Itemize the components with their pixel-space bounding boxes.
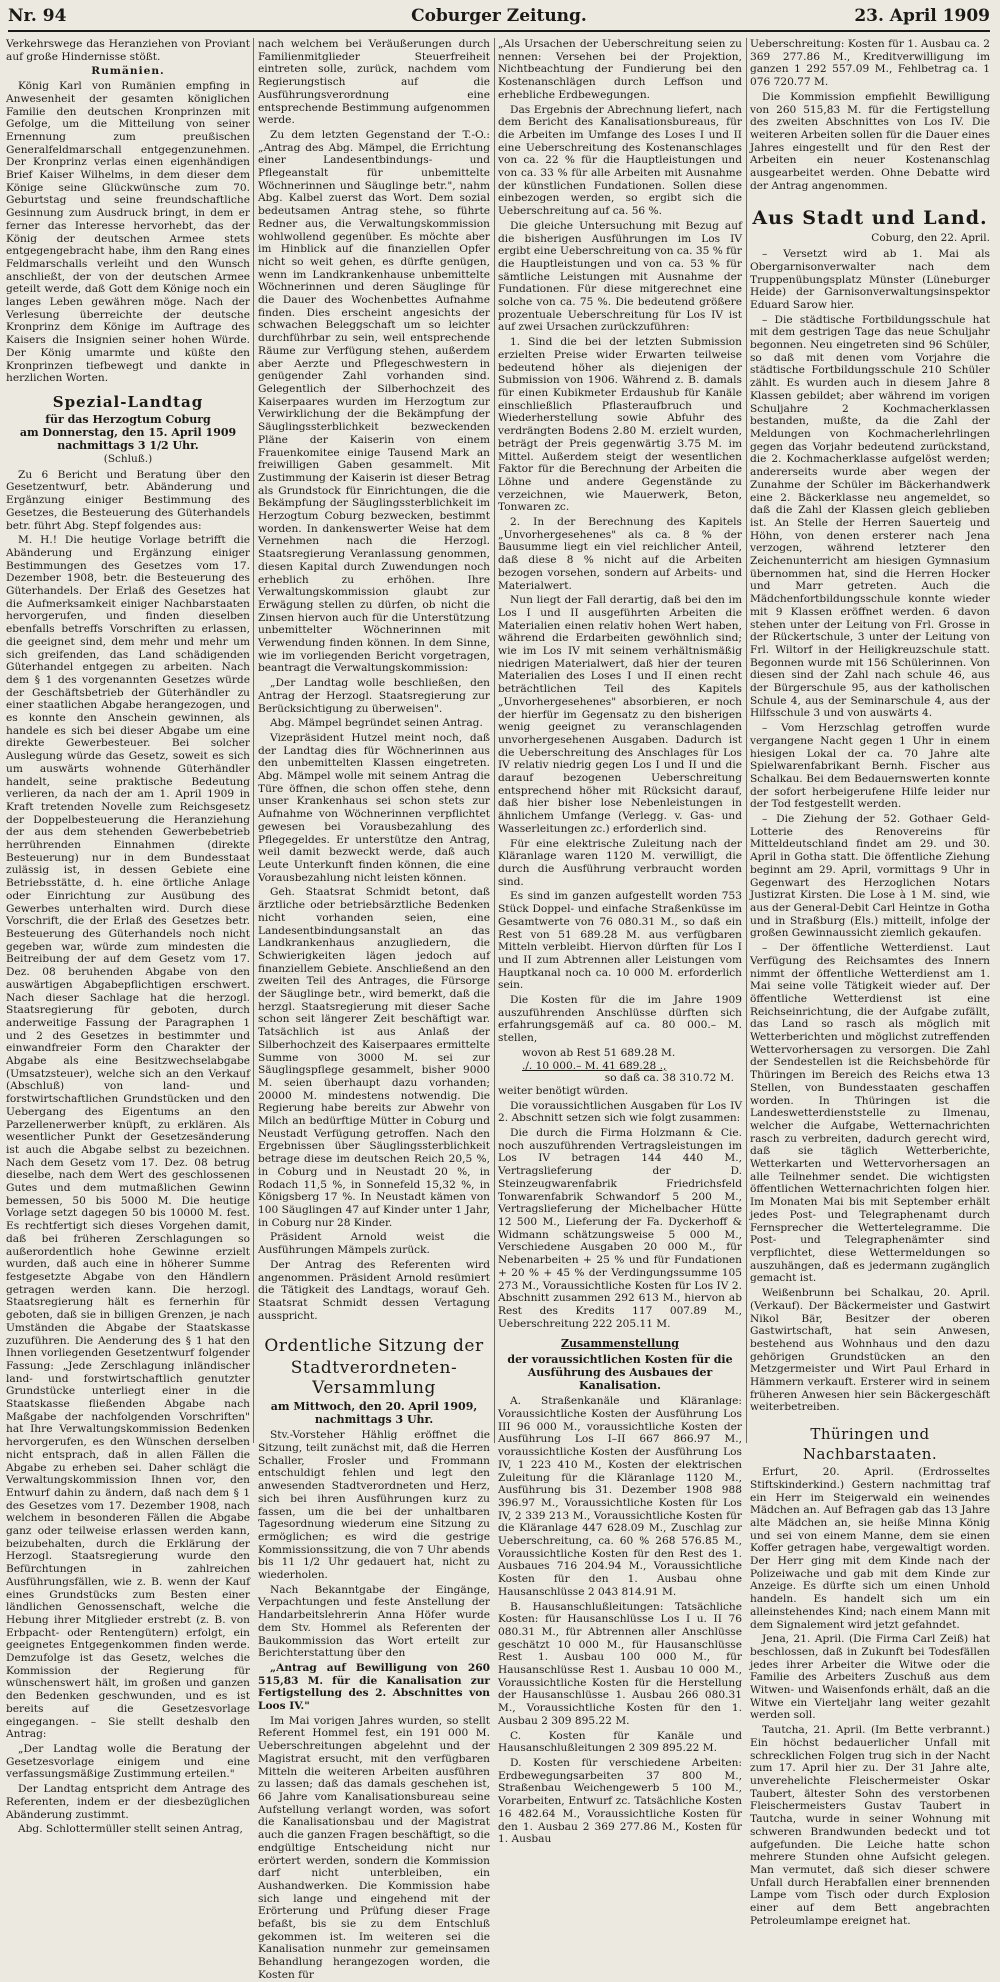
newspaper-title: Coburger Zeitung. xyxy=(411,6,587,26)
paragraph: Der Antrag des Referenten wird angenommen. Präsident Arnold resümiert die Tätigkeit des Landtags, worauf Geh. Staatsrat Schmidt dessen Vertagung ausspricht. xyxy=(258,1258,490,1322)
paragraph: C. Kosten für Kanäle und Hausanschlußleitungen 2 309 895.22 M. xyxy=(498,1729,742,1755)
paragraph: Stv.-Vorsteher Hählig eröffnet die Sitzung, teilt zunächst mit, daß die Herren Schaller, Frosler und Frommann entschuldigt fehlen und legt den anwesenden Stadtverordneten und Herz, sich bei ihren Ausführungen kurz zu fassen, um die bei der unhaltbaren Tagesordnung wiederum eine Sitzung zu ermöglichen; es wird die gestrige Kommissionssitzung, die von 7 Uhr abends bis 11 1/2 Uhr gedauert hat, nicht zu wiederholen. xyxy=(258,1429,490,1582)
paragraph: Präsident Arnold weist die Ausführungen Mämpels zurück. xyxy=(258,1231,490,1257)
paragraph: B. Hausanschlußleitungen: Tatsächliche Kosten: für Hausanschlüsse Los I u. II 76 080.31 M., für Abtrennen aller Anschlüsse geschätzt 10 000 M., für Hausanschlüsse Rest 1. Ausbau 100 000 M., für Hausanschlüsse Rest 1. Ausbau 10 000 M., Voraussichtliche Kosten für die Herstellung der Hausanschlüsse 1. Ausbau 266 080.31 M., Voraussichtliche Kosten für den 1. Ausbau 2 309 895.22 M. xyxy=(498,1600,742,1727)
paragraph: Nach Bekanntgabe der Eingänge, Verpachtungen und feste Anstellung der Handarbeitslehrerin Anna Höfer wurde dem Stv. Hommel als Referenten der Baukommission das Wort erteilt zur Berichterstattung über den xyxy=(258,1583,490,1660)
paragraph: Erfurt, 20. April. (Erdrosseltes Stiftskinderkind.) Gestern nachmittag traf ein Herr im Steigerwald ein weinendes Mädchen an. Auf Befragen gab das 13 Jahre alte Mädchen an, sie heiße Minna König und sei von einem Manne, dem sie einen Koffer getragen habe, vergewaltigt worden. Der Herr ging mit dem Kinde nach der Polizeiwache und gab mit dem Kinde zur Anzeige. Es dürfte sich um einen Unhold handeln. Es handelt sich um ein alleinstehendes Kind; nach einem Mann mit dem Signalement wird jetzt gefahndet. xyxy=(750,1466,990,1631)
column-1 xyxy=(6,38,250,1836)
paragraph: Die voraussichtlichen Ausgaben für Los IV 2. Abschnitt setzen sich wie folgt zusammen: xyxy=(498,1099,742,1125)
paragraph: nach welchem bei Veräußerungen durch Familienmitglieder Steuerfreiheit eintreten solle, zurück, nachdem vom Regierungstisch auf die Ausführungsverordnung eine entsprechende Bestimmung aufgenommen werde. xyxy=(258,38,490,127)
masthead xyxy=(8,6,990,28)
paragraph: 2. In der Berechnung des Kapitels „Unvorhergesehenes" als ca. 8 % der Bausumme liegt ein viel reichlicher Anteil, daß diese 8 % nicht auf die Arbeiten bezogen vorsehen, sondern auf Arbeits- und Materialwert. xyxy=(498,516,742,592)
section-dateline: am Donnerstag, den 15. April 1909 nachmittags 3 1/2 Uhr. xyxy=(19,425,237,452)
paragraph: Nun liegt der Fall derartig, daß bei den im Los I und II ausgeführten Arbeiten die Materialien einen relativ hohen Wert haben, während die Erdarbeiten gewöhnlich sind; wie im Los IV mit seinem verhältnismäßig niedrigen Materialwert, daß hier der teuren Materialien des Loses I und II einen recht beträchtlichen Teil des Kapitels „Unvorhergesehenes" absorbieren, er noch der hierfür im Gegensatz zu den bisherigen wenig geeignet zu veranschlagenden unvorhergesehenen Ausgaben. Dadurch ist die Ueberschreitung des Anschlages für Los IV relativ niedrig gegen Los I und II und die darauf bezogenen Ueberschreitung entsprechend höher mit Rücksicht darauf, daß hier bisher lose Nebenleistungen in ähnlichem Umfange (Verlegg. v. Gas- und Wasserleitungen zc.) erforderlich sind. xyxy=(498,594,742,835)
paragraph: Vizepräsident Hutzel meint noch, daß der Landtag dies für Wöchnerinnen aus den unbemittelten Klassen eingetreten. Abg. Mämpel wolle mit seinem Antrag die Türe öffnen, die schon offen stehe, denn unser Krankenhaus sei schon stets zur Aufnahme von Wöchnerinnen verpflichtet gewesen bei Vorausbezahlung des Pflegegeldes. Er unterstütze den Antrag, weil damit bezweckt werde, daß auch Leute Unterkunft finden können, die eine Vorausbezahlung nicht leisten können. xyxy=(258,731,490,884)
paragraph: Zu dem letzten Gegenstand der T.-O.: „Antrag des Abg. Mämpel, die Errichtung einer Landesentbindungs- und Pflegeanstalt für unbemittelte Wöchnerinnen und Säuglinge betr.", nahm Abg. Kalbel zuerst das Wort. Dem sozial bedeutsamen Antrag stehe, so führte Redner aus, die Verwaltungskommission wohlwollend gegenüber. Es möchte aber im Hinblick auf die finanziellen Opfer nicht so weit gehen, es dürfte genügen, wenn im Landkrankenhause unbemittelte Wöchnerinnen und deren Säuglinge für die Dauer des Wochenbettes Aufnahme finden. Dies erscheint angesichts der schwachen Beleggschaft um so leichter durchführbar zu sein, weil entsprechende Räume zur Verfügung stehen, außerdem aber Aerzte und Pflegeschwestern in genügender Zahl vorhanden sind. Gelegentlich der Silberhochzeit des Kaiserpaares wurden im Herzogtum zur Verwirklichung der die Bekämpfung der Säuglingssterblichkeit bezweckenden Pläne der Kaiserin von einem Frauenkomitee einige Tausend Mark an freiwilligen Gaben gesammelt. Mit Zustimmung der Kaiserin ist dieser Betrag als Grundstock für Einrichtungen, die die Bekämpfung der Säuglingssterblichkeit im Herzogtum Coburg bezwecken, bestimmt worden. In dankenswerter Weise hat dem Vernehmen nach die Herzogl. Staatsregierung Veranlassung genommen, diesen Kapital durch Zuwendungen noch erheblich zu erhöhen. Ihre Verwaltungskommission glaubt zur Erwägung stellen zu dürfen, ob nicht die Zinsen hiervon auch für die Unterstützung unbemittelter Wöchnerinnen mit Verwendung finden können. In dem Sinne, wie im vorliegenden Bericht vorgetragen, beantragt die Verwaltungskommission: xyxy=(258,128,490,675)
paragraph: „Antrag auf Bewilligung von 260 515,83 M. für die Kanalisation zur Fertigstellung des 2. Abschnittes von Loos IV." xyxy=(258,1661,490,1713)
paragraph: – Der öffentliche Wetterdienst. Laut Verfügung des Reichsamtes des Innern nimmt der öffentliche Wetterdienst am 1. Mai seine volle Tätigkeit wieder auf. Der öffentliche Wetterdienst ist eine Reichseinrichtung, die der Aufgabe zufällt, das Land so rasch als möglich mit Wetterberichten und möglichst zutreffenden Wettervorhersagen zu versorgen. Die Zahl der Sendestellen ist die Reichsbehörde für Thüringen im Bereich des Reichs etwa 13 Stellen, von Bundesstaaten geschaffen worden. In Thüringen ist die Landeswetterdienststelle zu Ilmenau, welcher die Aufgabe, Wetternachrichten rasch zu verbreiten, dadurch gerecht wird, daß sie täglich Wetterberichte, Wetterkarten und Wettervorhersagen an alle Teilnehmer sendet. Die wichtigsten öffentlichen Wetternachrichten folgen hier. Im Monaten Mai bis mit September erhält jedes Post- und Telegraphenamt durch Fernsprecher die Wettertelegramme. Die Post- und Telegraphenämter sind verpflichtet, diese Wettermeldungen so auszuhängen, daß es jedermann zugänglich gemacht ist. xyxy=(750,942,990,1285)
section-heading-stadt-und-land: Aus Stadt und Land. xyxy=(752,207,988,230)
paragraph: Weißenbrunn bei Schalkau, 20. April. (Verkauf). Der Bäckermeister und Gastwirt Nikol Bär, Besitzer der oberen Gastwirtschaft, hat sein Anwesen, bestehend aus Wohnhaus und den dazu gehörigen Grundstücken an den Metzgermeister und Wirt Paul Erhard in Hämmern verkauft. Ersterer wird in seinem früheren Anwesen hier sein Bäckergeschäft weiterbetreiben. xyxy=(750,1287,990,1414)
paragraph: „Der Landtag wolle beschließen, den Antrag der Herzogl. Staatsregierung zur Berücksichtigung zu überweisen". xyxy=(258,677,490,715)
calc-line: wovon ab Rest 51 689.28 M. xyxy=(522,1046,676,1059)
paragraph: Im Mai vorigen Jahres wurden, so stellt Referent Hommel fest, ein 191 000 M. Ueberschreitungen abgelehnt und der Magistrat ersucht, mit den verfügbaren Mitteln die weiteren Arbeiten ausführen zu lassen; daß das damals geschehen ist, 66 Jahre vom Kanalisationsbureau seine Aufstellung verlangt worden, was sofort die Kanalisationsbau und der Magistrat auch die ganzen Fragen beschäftigt, so die endgültige Entscheidung nicht nur erörtert werden, sondern die Kommission darf nicht unterbleiben, ein Aushandwerken. Die Kommission habe sich lange und eingehend mit der Erörterung und Prüfung dieser Frage befaßt, bis sie zu dem Entschluß gekommen ist. Im weiteren sei die Kanalisation nunmehr zur gemeinsamen Behandlung herangezogen worden, die Kosten für xyxy=(258,1714,490,1981)
section-dateline: am Mittwoch, den 20. April 1909, nachmittags 3 Uhr. xyxy=(270,1400,478,1427)
column-2 xyxy=(258,38,490,1981)
column-divider xyxy=(253,38,254,1443)
paragraph: Abg. Mämpel begründet seinen Antrag. xyxy=(270,717,483,730)
section-heading-rumaenien: Rumänien. xyxy=(91,65,165,78)
paragraph: – Versetzt wird ab 1. Mai als Obergarnisonverwalter nach dem Truppenübungsplatz Münster (Lüneburger Heide) der Garnisonverwaltungsinspektor Eduard Sarow hier. xyxy=(750,248,990,311)
column-divider xyxy=(494,38,495,1443)
paragraph: Für eine elektrische Zuleitung nach der Kläranlage waren 1120 M. verwilligt, die durch die Ausführung verbraucht worden sind. xyxy=(498,837,742,888)
paragraph: Die Kosten für die im Jahre 1909 auszuführenden Anschlüsse dürften sich erfahrungsgemäß auf ca. 80 000.– M. stellen, xyxy=(498,994,742,1045)
section-heading-thueringen: Thüringen und Nachbarstaaten. xyxy=(802,1425,938,1464)
masthead-rule xyxy=(8,30,990,32)
paragraph: 1. Sind die bei der letzten Submission erzielten Preise wider Erwarten teilweise bedeutend höher als diejenigen der Submission von 1906. Während z. B. damals für einen Kubikmeter Erdaushub für Kanäle einschließlich Pflasteraufbruch und Wiederherstellung sowie Abfuhr des verdrängten Bodens 2.80 M. erzielt wurden, beträgt der Preis gegenwärtig 3.75 M. im Mittel. Außerdem steigt der wesentlichen Faktor für die Berechnung der Arbeiten die Löhne und andere Gegenstände zu verzeichnen, wie Mauerwerk, Beton, Tonwaren zc. xyxy=(498,336,742,514)
column-divider xyxy=(746,38,747,1443)
paragraph: Verkehrswege das Heranziehen von Proviant auf große Hindernisse stößt. xyxy=(6,38,250,63)
paragraph: Die gleiche Untersuchung mit Bezug auf die bisherigen Ausführungen im Los IV ergibt eine Ueberschreitung von ca. 35 % für die Hauptleistungen und von ca. 53 % für sämtliche Leistungen mit Ausnahme der Fundationen. Für diese mitgerechnet eine solche von ca. 75 %. Die bedeutend größere prozentuale Ueberschreitung für Los IV ist auf zwei Ursachen zurückzuführen: xyxy=(498,219,742,334)
paragraph: „Der Landtag wolle die Beratung der Gesetzesvorlage einigem und eine verfassungsmäßige Zustimmung erteilen." xyxy=(6,1743,250,1781)
section-subheading: für das Herzogtum Coburg xyxy=(45,412,211,426)
column-3 xyxy=(498,38,742,1846)
dateline: Coburg, den 22. April. xyxy=(871,232,990,245)
paragraph: M. H.! Die heutige Vorlage betrifft die Abänderung und Ergänzung einiger Bestimmungen des Gesetzes vom 17. Dezember 1908, betr. die Besteuerung des Güterhandels. Der Erlaß des Gesetzes hat die Aufmerksamkeit einiger Nachbarstaaten hervorgerufen, und finden dieselben ebenfalls betreffs Vorschriften zu erlassen, die geeignet sind, dem mehr und mehr um sich greifenden, das Land schädigenden Güterhandel entgegen zu arbeiten. Nach dem § 1 des vorgenannten Gesetzes würde der Geschäftsbetrieb der Güterhändler zu einer staatlichen Abgabe herangezogen, und es konnte den Anschein gewinnen, als handele es sich bei dieser Abgabe um eine direkte Gewerbesteuer. Bei solcher Auslegung würde das Gesetz, soweit es sich um auswärts wohnende Güterhändler handelt, seine praktische Bedeutung verlieren, da nach der am 1. April 1909 in Kraft tretenden Novelle zum Reichsgesetz der Doppelbesteuerung die Heranziehung der aus dem stehenden Gewerbebetrieb herrührenden Einnahmen (direkte Besteuerung) nur in dem Bundesstaat zulässig ist, in dessen Gebiete eine Betriebsstätte, d. h. eine örtliche Anlage oder Einrichtung zur Ausübung des Gewerbes unterhalten wird. Durch diese Vorschrift, die der Erlaß des Gesetzes betr. Besteuerung des Güterhandels noch nicht gegeben war, würde zum mindesten die Beitreibung der auf dem Gesetz vom 17. Dez. 08 beruhenden Abgabe von den auswärtigen Abgabepflichtigen erschwert. Nach dieser Sachlage hat die herzogl. Staatsregierung für geboten, durch anderweitige Fassung der Paragraphen 1 und 2 des Gesetzes in bestimmter und einwandfreier Form den Charakter der Abgabe als eine Besitzwechselabgabe (Umsatzsteuer), welche sich an den Verkauf (Abschluß) von land- und forstwirtschaftlichen Grundstücken und den Uebergang des Eigentums an den Parzellenerwerber knüpft, zu erklären. Als wesentlicher Punkt der Gesetzesänderung ist auch die Abgabe selbst zu bezeichnen. Nach dem Gesetz vom 17. Dez. 08 betrug dieselbe, nach dem Wert des geschlossenen Gutes und dem mutmaßlichen Gewinn bemessen, 50 bis 5000 M. Die heutige Vorlage setzt dagegen 50 bis 10000 M. fest. Es rechtfertigt sich dieses Vorgehen damit, daß bei früheren Zerschlagungen so außerordentlich hohe Gewinne erzielt wurden, daß auch eine in höherer Summe festgesetzte Abgabe von den Händlern getragen werden kann. Die herzogl. Staatsregierung hält es fernerhin für geboten, daß sie in billigen Grenzen, je nach Umständen die Abgabe der Staatskasse zuzuführen. Die Aenderung des § 1 hat den Ihnen vorliegenden Gesetzentwurf folgender Fassung: „Jede Zerschlagung inländischer land- und forstwirtschaftlich genutzter Grundstücke unterliegt einer in die Staatskasse fließenden Abgabe nach Maßgabe der nachfolgenden Vorschriften" hat Ihre Verwaltungskommission Bedenken hervorgerufen, es den Wünschen derselben nicht entsprach, daß in allen Fällen die Abgabe zu erheben sei. Daher schlägt die Verwaltungskommission Ihnen vor, den Entwurf dahin zu ändern, daß nach dem § 1 des Gesetzes vom 17. Dezember 1908, nach welchem in besonderen Fällen die Abgabe ganz oder teilweise erlassen werden kann, beizubehalten, durch die Erklärung der Herzogl. Staatsregierung wurde den Befürchtungen in zahlreichen Ausführungsfällen, wie z. B. wenn der Kauf eines Grundstücks zum Besten einer ländlichen Genossenschaft, welche die Hebung ihrer Mitglieder erstrebt (z. B. von Erbpacht- oder Rentengütern) erfolgt, ein geeignetes Entgegenkommen finden werde. Demzufolge ist das Gesetz, welches die Kommission der Regierung für wünschenswert hält, im großen und ganzen den Bedenken geschwunden, und es ist bereits auf die Gesetzesvorlage eingegangen. – Sie stellt deshalb den Antrag: xyxy=(6,534,250,1741)
issue-date: 23. April 1909 xyxy=(854,6,990,26)
paragraph: weiter benötigt würden. xyxy=(498,1084,629,1097)
paragraph: – Vom Herzschlag getroffen wurde vergangene Nacht gegen 1 Uhr in einem hiesigen Lokal der ca. 70 Jahre alte Spielwarenfabrikant Bernh. Fischer aus Schalkau. Bei dem Bedauernswerten konnte der sofort herbeigerufene Hilfe leider nur der Tod festgestellt werden. xyxy=(750,722,990,811)
paragraph: Der Landtag entspricht dem Antrage des Referenten, indem er der diesbezüglichen Abänderung zustimmt. xyxy=(6,1783,250,1821)
section-subheading: der voraussichtlichen Kosten für die Ausführung des Ausbaues der Kanalisation. xyxy=(507,1353,733,1393)
paragraph: Ueberschreitung: Kosten für 1. Ausbau ca. 2 369 277.86 M., Kreditverwilligung im ganzen 1 292 557.09 M., Fehlbetrag ca. 1 076 720.77 M. xyxy=(750,38,990,89)
paragraph: D. Kosten für verschiedene Arbeiten: Erdbewegungsarbeiten 37 800 M., Straßenbau Weichengewerb 5 100 M., Vorarbeiten, Entwurf zc. Tatsächliche Kosten 16 482.64 M., Voraussichtliche Kosten für den 1. Ausbau 2 369 277.86 M., Kosten für 1. Ausbau xyxy=(498,1757,742,1846)
paragraph: „Als Ursachen der Ueberschreitung seien zu nennen: Versehen bei der Projektion, Nichtbeachtung der Fundierung bei den Kostenanschlägen durch Leffson und erhebliche Erdbewegungen. xyxy=(498,38,742,101)
calc-line: so daß ca. 38 310.72 M. xyxy=(604,1072,734,1085)
paragraph: Es sind im ganzen aufgestellt worden 753 Stück Doppel- und einfache Straßenküsse im Gesamtwerte von 76 080.31 M., so daß ein Rest von 51 689.28 M. aus verfügbaren Mitteln verbleibt. Hiervon dürften für Los I und II zum Abtrennen aller Leistungen vom Hauptkanal noch ca. 10 000 M. erforderlich sein. xyxy=(498,890,742,992)
continuation-note: (Schluß.) xyxy=(103,452,153,465)
paragraph: Zu 6 Bericht und Beratung über den Gesetzentwurf, betr. Abänderung und Ergänzung einiger Bestimmung des Gesetzes, die Besteuerung des Güterhandels betr. führt Abg. Stepf folgendes aus: xyxy=(6,468,250,532)
paragraph: – Die städtische Fortbildungsschule hat mit dem gestrigen Tage das neue Schuljahr begonnen. Neu eingetreten sind 96 Schüler, so daß mit denen vom Vorjahre die städtische Fortbildungsschule 210 Schüler zählt. Es wurden auch in diesem Jahre 8 Klassen gebildet; aber während im vorigen Schuljahre 2 Kochmacherklassen bestanden, mußte, da die Zahl der Meldungen von Kochmacherlehrlingen gegen das Vorjahr bedeutend zurückstand, die 2. Kochmacherklasse aufgelöst werden; andererseits wurde aber wegen der Zunahme der Schüler im Bäckerhandwerk eine 2. Bäckerklasse neu angemeldet, so daß die Zahl der Klassen gleich geblieben ist. An Stelle der Herren Sauerteig und Höhn, von denen ersterer nach Jena verzogen, während letzterer den Zeichenunterricht am hiesigen Gymnasium übernommen hat, sind die Herren Hocker und Marr getreten. Auch die Mädchenfortbildungsschule konnte wieder mit 9 Klassen eröffnet werden. 6 davon stehen unter der Leitung von Frl. Grosse in der Rückertschule, 3 unter der Leitung von Frl. Wiltorf in der Heiligkreuzschule statt. Begonnen wurde mit 156 Schülerinnen. Von diesen sind der Zahl nach schule 46, aus der Bürgerschule 95, aus der katholischen Schule 4, aus der Seminarschule 4, aus der Hilfsschule 3 und von auswärts 4. xyxy=(750,313,990,720)
section-heading-stadtverordneten: Ordentliche Sitzung der xyxy=(264,1336,484,1357)
paragraph: König Karl von Rumänien empfing in Anwesenheit der gesamten königlichen Familie den deutschen Kronprinzen mit Gefolge, um die Mitteilung von seiner Ernennung zum preußischen Generalfeldmarschall entgegenzunehmen. Der Kronprinz verlas einen eigenhändigen Brief Kaiser Wilhelms, in dem dieser dem Könige seine Glückwünsche zum 70. Geburtstag und seine freundschaftliche Gesinnung zum Ausdruck bringt, in dem er ferner das Interesse hervorhebt, das der König der deutschen Armee stets entgegengebracht habe, ihm den Rang eines Feldmarschalls verleiht und den Wunsch anschließt, der von der deutschen Armee geteilt werde, daß Gott dem Könige noch ein langes Leben gewähren möge. Nach der Verlesung überreichte der deutsche Kronprinz dem Könige im Auftrage des Kaisers die Insignien seiner hohen Würde. Der König umarmte und küßte den Kronprinzen tiefbewegt und dankte in herzlichen Worten. xyxy=(6,80,250,385)
issue-number: Nr. 94 xyxy=(8,6,67,26)
paragraph: Die Kommission empfiehlt Bewilligung von 260 515,83 M. für die Fertigstellung des zweiten Abschnittes von Los IV. Die weiteren Arbeiten sollen für die Dauer eines Jahres eingestellt und für den Rest der Arbeiten ein neuer Kostenanschlag ausgearbeitet werden. Ohne Debatte wird der Antrag angenommen. xyxy=(750,90,990,192)
paragraph: Das Ergebnis der Abrechnung liefert, nach dem Bericht des Kanalisationsbureaus, für die Arbeiten im Umfange des Loses I und II eine Ueberschreitung des Kostenanschlages von ca. 22 % für die Hauptleistungen und von ca. 33 % für alle Arbeiten mit Ausnahme der künstlichen Fundationen. Sollen diese einbezogen werden, so ergibt sich die Ueberschreitung auf ca. 56 %. xyxy=(498,103,742,218)
section-heading-stadtverordneten-2: Stadtverordneten-Versammlung xyxy=(290,1358,458,1399)
paragraph: A. Straßenkanäle und Kläranlage: Voraussichtliche Kosten der Ausführung Los III 96 000 M., voraussichtliche Kosten der Ausführung Los I–II 667 866.97 M., voraussichtliche Kosten der Ausführung Los IV, 1 223 410 M., Kosten der elektrischen Zuleitung für die Kläranlage 1120 M., Ausführung bis 31. Dezember 1908 988 396.97 M., Voraussichtliche Kosten für Los IV, 2 339 213 M., Voraussichtliche Kosten für die Kläranlage 447 628.09 M., Zuschlag zur Ueberschreitung, ca. 60 % 268 576.85 M., Voraussichtliche Kosten für den Rest des 1. Ausbaues 716 204.94 M., Voraussichtliche Kosten für den 1. Ausbau ohne Hausanschlüsse 2 043 814.91 M. xyxy=(498,1395,742,1598)
calc-line: ./. 10 000.– M. 41 689.28 ., xyxy=(522,1059,667,1072)
column-4 xyxy=(750,38,990,1927)
paragraph: Abg. Schlottermüller stellt seinen Antrag, xyxy=(18,1823,243,1836)
paragraph: Tautcha, 21. April. (Im Bette verbrannt.) Ein höchst bedauerlicher Unfall mit schrecklichen Folgen trug sich in der Nacht zum 17. April hier zu. Der 31 Jahre alte, unverehelichte Fleischermeister Oskar Taubert, ältester Sohn des verstorbenen Fleischermeisters Gustav Taubert in Tautcha, wurde in seiner Wohnung mit schweren Brandwunden bedeckt und tot aufgefunden. Die Leiche hatte schon mehrere Stunden ohne Aufsicht gelegen. Man vermutet, daß sich dieser schwere Unfall durch Herabfallen einer brennenden Lampe vom Tisch oder durch Explosion einer auf dem Bett angebrachten Petroleumlampe ereignet hat. xyxy=(750,1724,990,1927)
section-heading-landtag: Spezial-Landtag xyxy=(52,392,204,411)
section-heading-zusammenstellung: Zusammenstellung xyxy=(561,1337,679,1351)
paragraph: Jena, 21. April. (Die Firma Carl Zeiß) hat beschlossen, daß in Zukunft bei Todesfällen jedes ihrer Arbeiter die Witwe oder die Familie des Arbeiters Zuschuß aus dem Witwen- und Waisenfonds erhält, daß an die Witwe ein Vierteljahr lang weiter gezahlt werden soll. xyxy=(750,1633,990,1722)
paragraph: Geh. Staatsrat Schmidt betont, daß ärztliche oder betriebsärztliche Bedenken nicht vorhanden seien, eine Landesentbindungsanstalt an das Landkrankenhaus anzugliedern, die Schwierigkeiten lägen jedoch auf finanziellem Gebiete. Anschließend an den zweiten Teil des Antrages, die Fürsorge der Säuglinge betr., wird bemerkt, daß die herzgl. Staatsregierung mit dieser Sache schon seit längerer Zeit beschäftigt war. Tatsächlich ist aus Anlaß der Silberhochzeit des Kaiserpaares ermittelte Summe von 3000 M. sei zur Säuglingspflege gesammelt, bisher 9000 M. seien überhaupt dazu vorhanden; 20000 M. mindestens notwendig. Die Regierung habe bereits zur Abwehr von Milch an bedürftige Mütter in Coburg und Neustadt Verfügung getroffen. Nach den Ergebnissen über Säuglingssterblichkeit betrage diese im deutschen Reich 20,5 %, in Coburg und in Neustadt 20 %, in Rodach 11,5 %, in Sonnefeld 15,32 %, in Königsberg 17 %. In Neustadt kämen von 100 Säuglingen 47 auf Kinder unter 1 Jahr, in Coburg nur 28 Kinder. xyxy=(258,886,490,1229)
paragraph: Die durch die Firma Holzmann & Cie. noch auszuführenden Vertragsleistungen im Los IV betragen 144 440 M., Vertragslieferung der D. Steinzeugwarenfabrik Friedrichsfeld Tonwarenfabrik Schwandorf 5 200 M., Vertragslieferung der Michelbacher Hütte 12 500 M., Lieferung der Fa. Dyckerhoff & Widmann schätzungsweise 5 000 M., Verschiedene Ausgaben 20 000 M., für Nebenarbeiten + 25 % und für Fundationen + 20 % + 45 % der Verdingungssumme 105 273 M., Voraussichtliche Kosten für Los IV 2. Abschnitt zusammen 292 613 M., hiervon ab Rest des Kredits 117 007.89 M., Ueberschreitung 222 205.11 M. xyxy=(498,1127,742,1330)
paragraph: – Die Ziehung der 52. Gothaer Geld-Lotterie des Renovereins für Mitteldeutschland findet am 29. und 30. April in Gotha statt. Die öffentliche Ziehung beginnt am 29. April, vormittags 9 Uhr in Gegenwart des Herzoglichen Notars Justizrat Kirsten. Die Lose à 1 M. sind, wie aus der General-Debit Carl Heintze in Gotha und in Straßburg (Els.) mitteilt, infolge der großen Gewinnaussicht ziemlich gekaufen. xyxy=(750,813,990,940)
